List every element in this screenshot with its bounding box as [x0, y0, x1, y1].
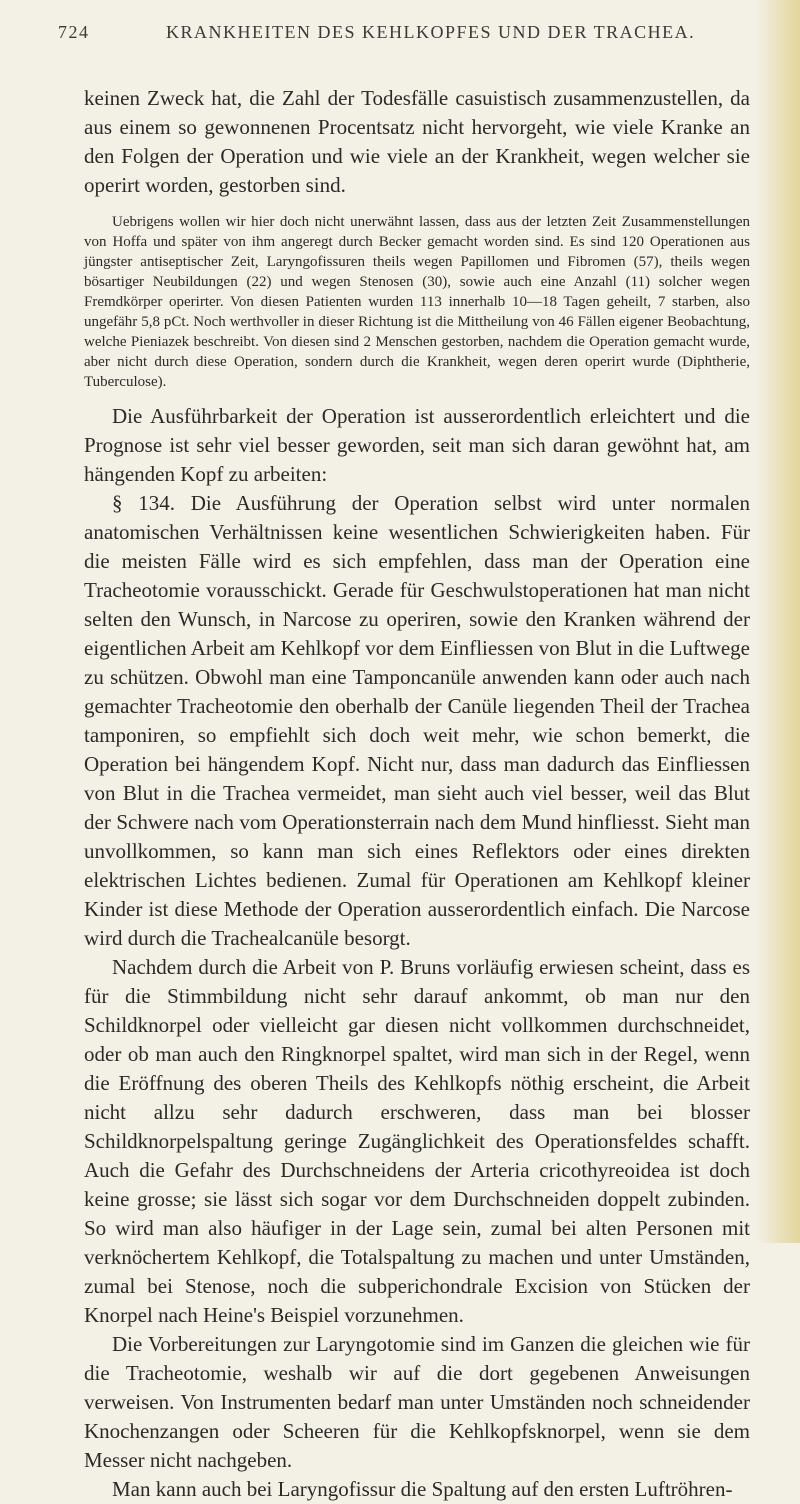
page-number: 724 [58, 22, 90, 42]
body-text [84, 84, 750, 1504]
running-title: KRANKHEITEN DES KEHLKOPFES UND DER TRACHEA. [166, 22, 696, 42]
paragraph-continuation: Man kann auch bei Laryngofissur die Spaltung auf den ersten Luftröhren- [112, 1477, 733, 1501]
paragraph-preparations: Die Vorbereitungen zur Laryngotomie sind im Ganzen die gleichen wie für die Tracheotomie, weshalb wir auf die dort gegebenen Anweisungen verweisen. Von Instrumenten bedarf man unter Umständen noch schneidender Knochenzangen oder Scheeren für die Kehlkopfsknorpel, wenn sie dem Messer nicht nachgeben. [84, 1332, 750, 1472]
paragraph-section-134: § 134. Die Ausführung der Operation selbst wird unter normalen anatomischen Verhältnissen keine wesentlichen Schwierigkeiten haben. Für die meisten Fälle wird es sich empfehlen, dass man der Operation eine Tracheotomie vorausschickt. Gerade für Geschwulstoperationen hat man nicht selten den Wunsch, in Narcose zu operiren, sowie den Kranken während der eigentlichen Arbeit am Kehlkopf vor dem Einfliessen von Blut in die Luftwege zu schützen. Obwohl man eine Tamponcanüle anwenden kann oder auch nach gemachter Tracheotomie den oberhalb der Canüle liegenden Theil der Trachea tamponiren, so empfiehlt sich doch weit mehr, wie schon bemerkt, die Operation bei hängendem Kopf. Nicht nur, dass man dadurch das Einfliessen von Blut in die Trachea vermeidet, man sieht auch viel besser, weil das Blut der Schwere nach vom Operationsterrain nach dem Mund hinfliesst. Sieht man unvollkommen, so kann man sich eines Reflektors oder eines direkten elektrischen Lichtes bedienen. Zumal für Operationen am Kehlkopf kleiner Kinder ist diese Methode der Operation ausserordentlich einfach. Die Narcose wird durch die Trachealcanüle besorgt. [84, 491, 750, 950]
paragraph-feasibility: Die Ausführbarkeit der Operation ist ausserordentlich erleichtert und die Prognose ist sehr viel besser geworden, seit man sich daran gewöhnt hat, am hängenden Kopf zu arbeiten: [84, 404, 750, 486]
paragraph-intro: keinen Zweck hat, die Zahl der Todesfälle casuistisch zusammenzustellen, da aus einem so gewonnenen Procentsatz nicht hervorgeht, wie viele Kranke an den Folgen der Operation und wie viele an der Krankheit, wegen welcher sie operirt worden, gestorben sind. [84, 86, 750, 197]
page-edge-shading [756, 0, 800, 1243]
paragraph-smallprint-statistics: Uebrigens wollen wir hier doch nicht unerwähnt lassen, dass aus der letzten Zeit Zusammenstellungen von Hoffa und später von ihm angeregt durch Becker gemacht worden sind. Es sind 120 Operationen aus jüngster antiseptischer Zeit, Laryngofissuren theils wegen Papillomen und Fibromen (57), theils wegen bösartiger Neubildungen (22) und wegen Stenosen (30), sowie auch eine Anzahl (11) solcher wegen Fremdkörper operirter. Von diesen Patienten wurden 113 innerhalb 10—18 Tagen geheilt, 7 starben, also ungefähr 5,8 pCt. Noch werthvoller in dieser Richtung ist die Mittheilung von 46 Fällen eigener Beobachtung, welche Pieniazek beschreibt. Von diesen sind 2 Menschen gestorben, nachdem die Operation gemacht wurde, aber nicht durch diese Operation, sondern durch die Krankheit, wegen deren operirt wurde (Diphtherie, Tuberculose). [84, 214, 750, 390]
paragraph-bruns: Nachdem durch die Arbeit von P. Bruns vorläufig erwiesen scheint, dass es für die Stimmbildung nicht sehr darauf ankommt, ob man nur den Schildknorpel oder vielleicht gar diesen nicht vollkommen durchschneidet, oder ob man auch den Ringknorpel spaltet, wird man sich in der Regel, wenn die Eröffnung des oberen Theils des Kehlkopfs nöthig erscheint, die Arbeit nicht allzu sehr dadurch erschweren, dass man bei blosser Schildknorpelspaltung geringe Zugänglichkeit des Operationsfeldes schafft. Auch die Gefahr des Durchschneidens der Arteria cricothyreoidea ist doch keine grosse; sie lässt sich sogar vor dem Durchschneiden doppelt zubinden. So wird man also häufiger in der Lage sein, zumal bei alten Personen mit verknöchertem Kehlkopf, die Totalspaltung zu machen und unter Umständen, zumal bei Stenose, noch die subperichondrale Excision von Stücken der Knorpel nach Heine's Beispiel vorzunehmen. [84, 955, 750, 1327]
